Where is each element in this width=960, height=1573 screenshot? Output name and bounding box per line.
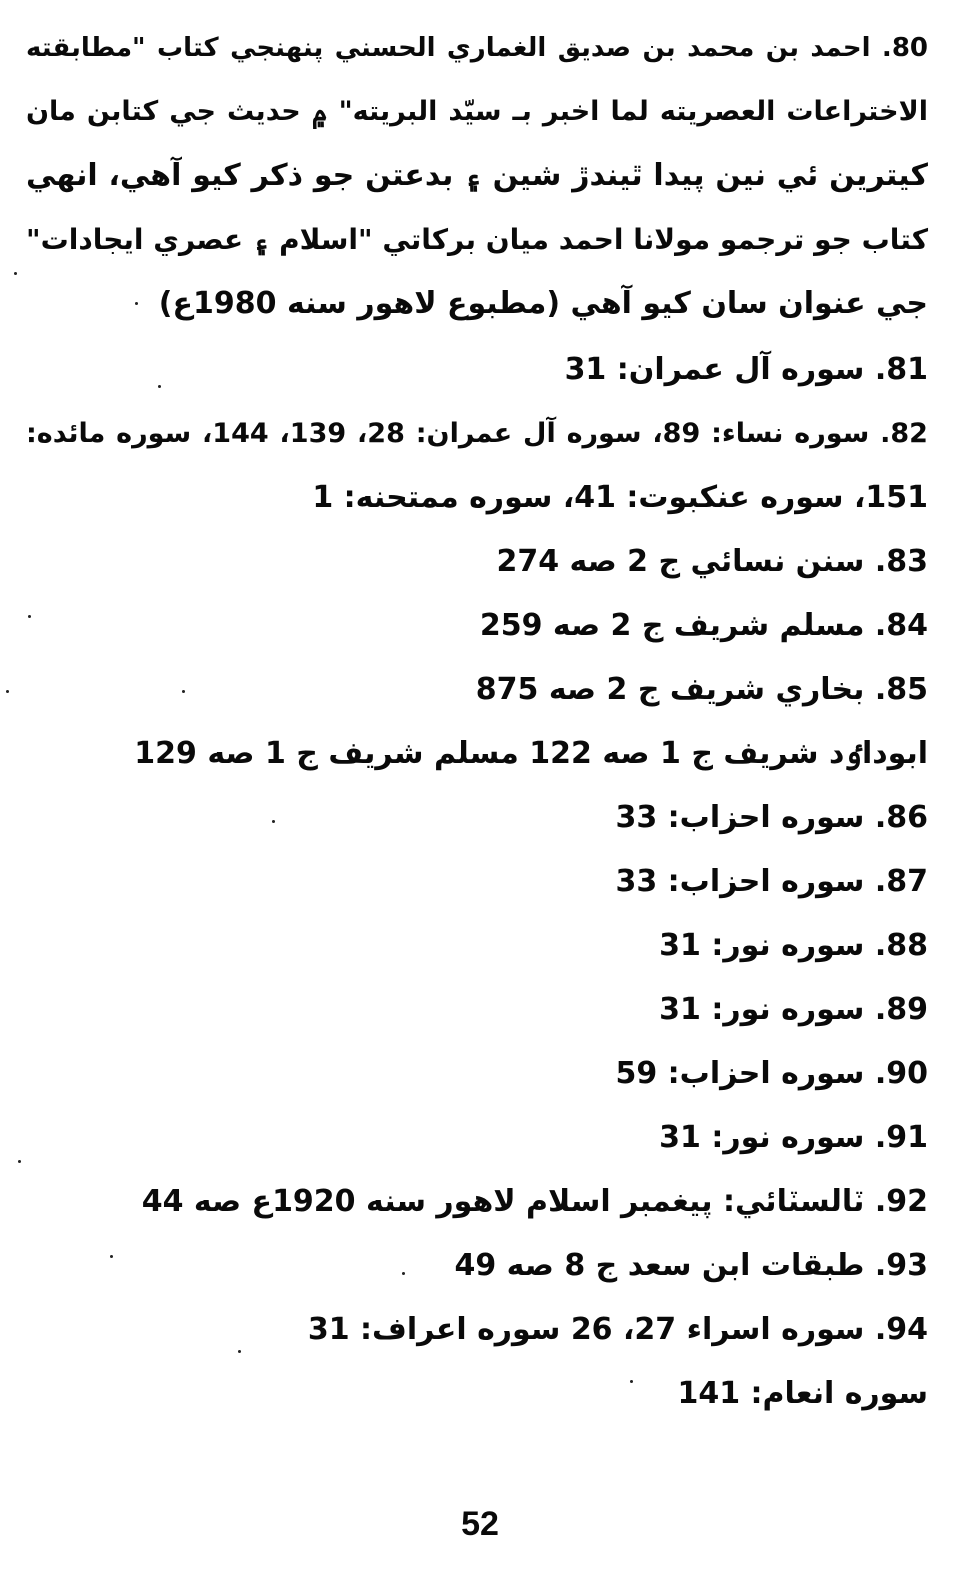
footnote-83: 83. سنن نسائي ج 2 صه 274 [496,544,928,579]
footnote-89: 89. سوره نور: 31 [659,992,928,1027]
footnote-90: 90. سوره احزاب: 59 [615,1056,928,1091]
footnote-85-line-2: ابوداٶد شريف ج 1 صه 122 مسلم شريف ج 1 صه 129 [134,736,928,771]
footnote-94-line-1: 94. سوره اسراء 27، 26 سوره اعراف: 31 [307,1312,928,1347]
scan-speck [158,385,161,388]
scan-speck [630,1380,633,1383]
footnote-80-line-3: كيترين ئي نين پيدا ٿيندڙ شين ۽ بدعتن جو ذكر كيو آهي، انهي [26,158,928,193]
footnote-82-line-1: 82. سوره نساء: 89، سوره آل عمران: 28، 139، 144، سوره مائده: [26,418,928,449]
footnote-85-line-1: 85. بخاري شريف ج 2 صه 875 [475,672,928,707]
scan-speck [28,615,31,618]
footnote-91: 91. سوره نور: 31 [659,1120,928,1155]
footnote-94-line-2: سوره انعام: 141 [677,1376,928,1411]
scan-speck [182,690,185,693]
footnote-80-line-5: جي عنوان سان كيو آهي (مطبوع لاهور سنه 1980ع) [158,286,928,321]
scan-speck [402,1272,405,1275]
footnote-88: 88. سوره نور: 31 [659,928,928,963]
footnote-80-line-1: 80. احمد بن محمد بن صديق الغماري الحسني پنهنجي كتاب "مطابقته [26,33,928,63]
scan-speck [238,1350,241,1353]
scan-speck [18,1160,21,1163]
footnote-93: 93. طبقات ابن سعد ج 8 صه 49 [454,1248,928,1283]
footnote-87: 87. سوره احزاب: 33 [615,864,928,899]
footnote-81: 81. سوره آل عمران: 31 [564,352,928,387]
footnote-84: 84. مسلم شريف ج 2 صه 259 [479,608,928,643]
scan-speck [6,690,9,693]
footnote-82-line-2: 151، سوره عنكبوت: 41، سوره ممتحنه: 1 [312,480,928,515]
footnote-80-line-4: كتاب جو ترجمو مولانا احمد ميان بركاتي "اسلام ۽ عصري ايجادات" [26,223,928,256]
footnote-92: 92. ٽالسٽائي: پيغمبر اسلام لاهور سنه 1920ع صه 44 [141,1184,928,1219]
scan-speck [14,272,17,275]
scan-speck [272,820,275,823]
scan-speck [135,302,138,305]
footnote-86: 86. سوره احزاب: 33 [615,800,928,835]
footnote-80-line-2: الاختراعات العصريته لما اخبر بـ سيّد البريته" ۾ حديث جي كتابن مان [26,96,928,127]
page-number: 52 [461,1505,499,1543]
scan-speck [110,1255,113,1258]
